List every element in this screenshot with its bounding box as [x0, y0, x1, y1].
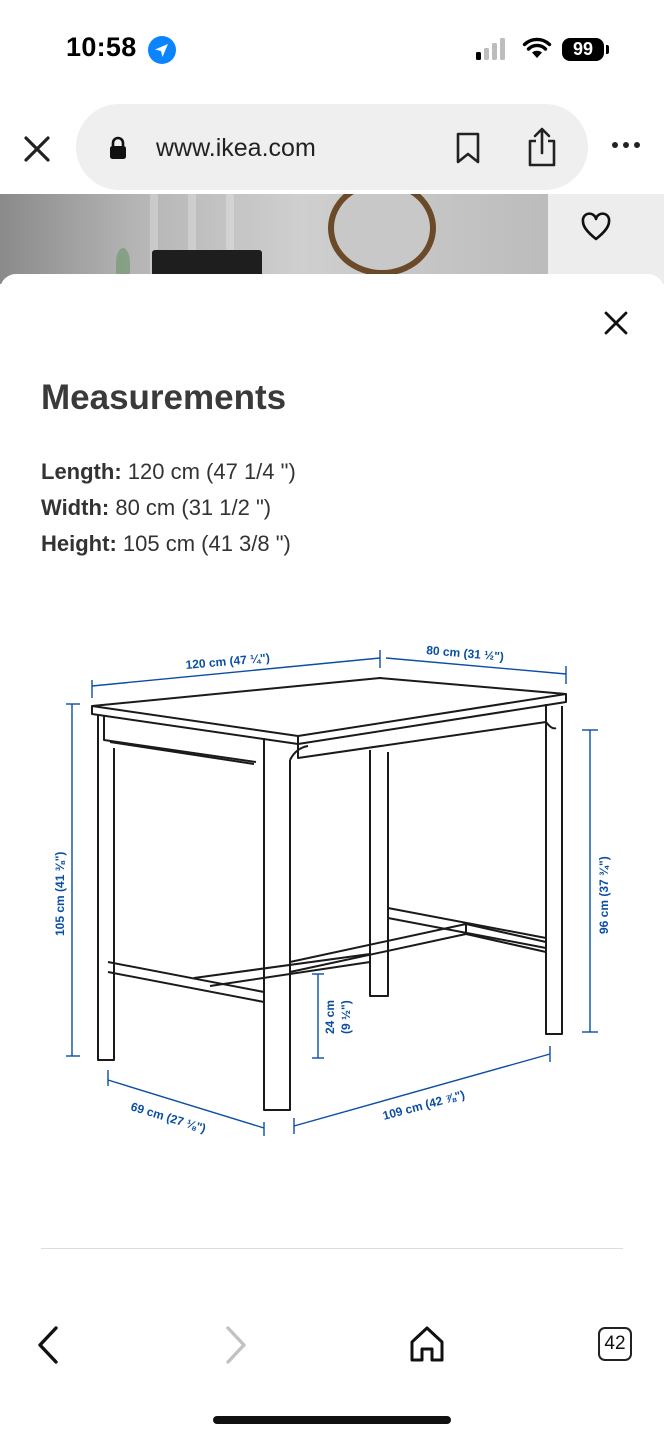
bookmark-icon[interactable] [455, 132, 481, 164]
measurement-label: Width: [41, 495, 110, 520]
lock-icon [108, 136, 128, 160]
status-time: 10:58 [66, 32, 137, 62]
measurement-row [41, 490, 296, 526]
page-title: Measurements [41, 378, 287, 417]
base-depth-label: 69 cm (27 ⅛") [129, 1099, 208, 1136]
height-label: 105 cm (41 ⅜") [53, 851, 67, 936]
divider [41, 1248, 623, 1249]
share-icon[interactable] [525, 126, 559, 168]
measurement-row [41, 454, 296, 490]
more-options-icon[interactable] [610, 140, 642, 150]
measurement-value: 105 cm (41 3/8 ") [122, 531, 291, 556]
address-bar[interactable] [76, 104, 588, 190]
footrest-height-in-label: (9 ½") [339, 1000, 353, 1034]
measurement-diagram [40, 630, 624, 1150]
wifi-icon [522, 36, 552, 60]
back-icon[interactable] [34, 1324, 62, 1366]
mirror [328, 194, 436, 276]
location-arrow-icon [148, 36, 176, 64]
battery-indicator: 99 [562, 38, 604, 61]
measurements-list [41, 454, 296, 562]
leg-height-label: 96 cm (37 ¾") [597, 856, 611, 934]
product-photo [0, 194, 548, 284]
base-length-label: 109 cm (42 ⅞") [381, 1087, 467, 1123]
home-icon[interactable] [408, 1324, 446, 1364]
forward-icon[interactable] [222, 1324, 250, 1366]
close-sheet-icon[interactable] [604, 311, 628, 335]
measurement-value: 120 cm (47 1/4 ") [127, 459, 296, 484]
battery-nub [606, 45, 609, 54]
close-icon[interactable] [22, 134, 52, 164]
cellular-signal-icon [476, 38, 510, 60]
measurement-value: 80 cm (31 1/2 ") [115, 495, 272, 520]
measurement-label: Height: [41, 531, 117, 556]
footrest-height-cm-label: 24 cm [323, 999, 337, 1034]
length-label: 120 cm (47 ¼") [185, 650, 271, 672]
product-image-strip [0, 194, 664, 284]
tab-switcher-button[interactable]: 42 [598, 1327, 632, 1361]
heart-icon[interactable] [580, 212, 612, 242]
measurement-label: Length: [41, 459, 122, 484]
measurement-row [41, 526, 296, 562]
width-label: 80 cm (31 ½") [425, 643, 505, 664]
url-text[interactable]: www.ikea.com [156, 134, 316, 162]
home-indicator [213, 1416, 451, 1424]
